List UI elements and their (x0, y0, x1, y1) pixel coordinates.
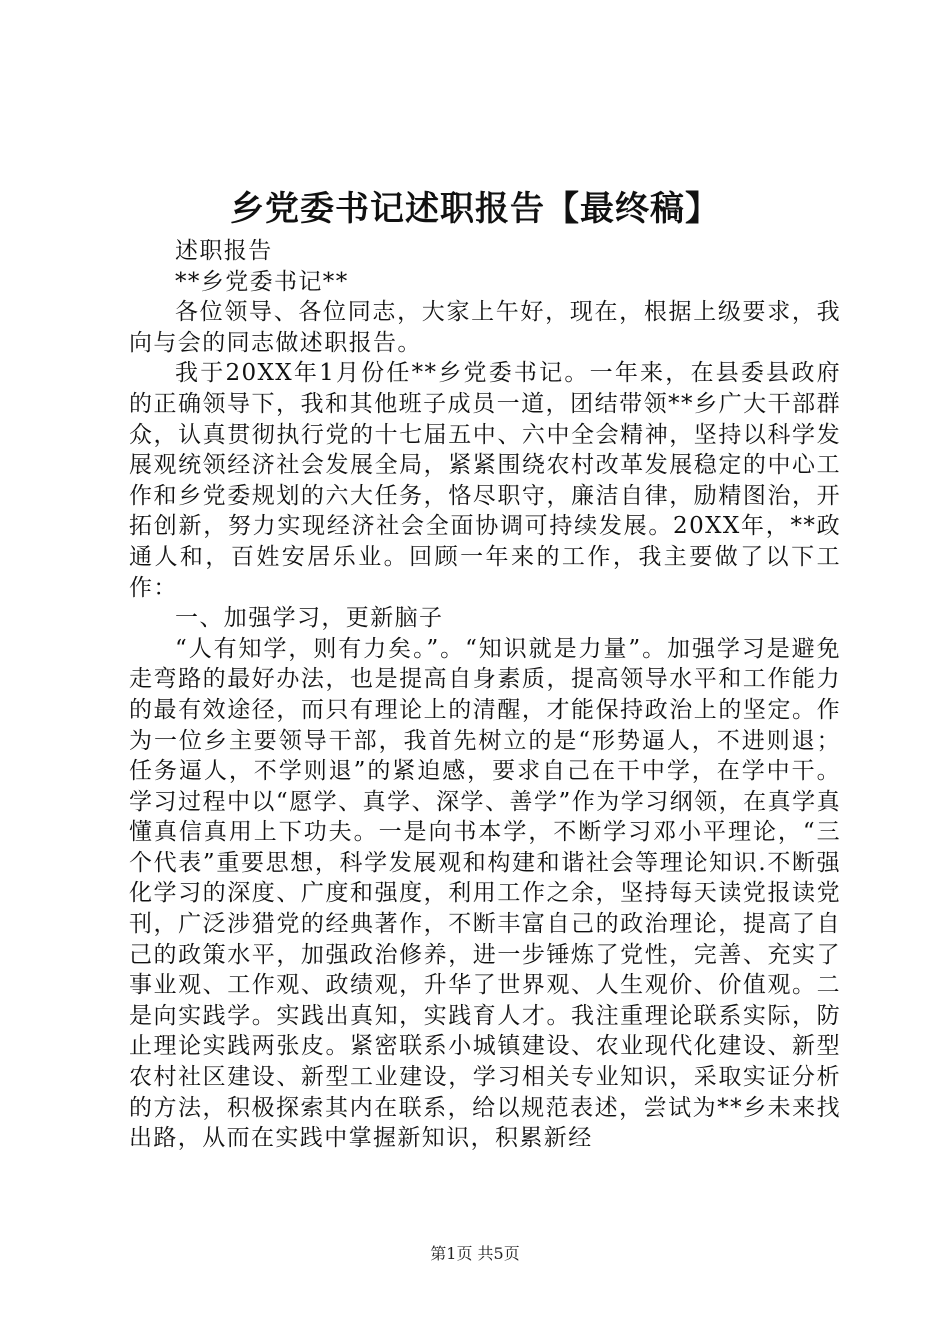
paragraph-heading: 述职报告 (175, 238, 273, 264)
paragraph-author: **乡党委书记** (175, 268, 349, 295)
page-footer: 第1页 共5页 (430, 1244, 520, 1263)
paragraph-intro: 我于20XX年1月份任**乡党委书记。一年来，在县委县政府的正确领导下，我和其他班子成员一道，团结带领**乡广大干部群众，认真贯彻执行党的十七届五中、六中全会精神，坚持以科学发展观统领经济社会发展全局，紧紧围绕农村改革发展稳定的中心工作和乡党委规划的六大任务，恪尽职守，廉洁自律，励精图治，开拓创新，努力实现经济社会全面协调可持续发展。20XX年，**政通人和，百姓安居乐业。回顾一年来的工作，我主要做了以下工作： (129, 360, 841, 601)
section-heading-1: 一、加强学习，更新脑子 (175, 605, 444, 632)
paragraph-greeting: 各位领导、各位同志，大家上午好，现在，根据上级要求，我向与会的同志做述职报告。 (129, 299, 841, 356)
paragraph-study: “人有知学，则有力矣。”。“知识就是力量”。加强学习是避免走弯路的最好办法，也是提高自身素质，提高领导水平和工作能力的最有效途径，而只有理论上的清醒，才能保持政治上的坚定。作为一位乡主要领导干部，我首先树立的是“形势逼人，不进则退；任务逼人，不学则退”的紧迫感，要求自己在干中学，在学中干。学习过程中以“愿学、真学、深学、善学”作为学习纲领，在真学真懂真信真用上下功夫。一是向书本学，不断学习邓小平理论，“三个代表”重要思想，科学发展观和构建和谐社会等理论知识.不断强化学习的深度、广度和强度，利用工作之余，坚持每天读党报读党刊，广泛涉猎党的经典著作，不断丰富自己的政治理论，提高了自己的政策水平，加强政治修养，进一步锤炼了党性，完善、充实了事业观、工作观、政绩观，升华了世界观、人生观价、价值观。二是向实践学。实践出真知，实践育人才。我注重理论联系实际，防止理论实践两张皮。紧密联系小城镇建设、农业现代化建设、新型农村社区建设、新型工业建设，学习相关专业知识，采取实证分析的方法，积极探索其内在联系，给以规范表述，尝试为**乡未来找出路，从而在实践中掌握新知识，积累新经 (129, 635, 841, 1152)
document-title: 乡党委书记述职报告【最终稿】 (230, 189, 720, 229)
document-body (129, 236, 841, 1154)
